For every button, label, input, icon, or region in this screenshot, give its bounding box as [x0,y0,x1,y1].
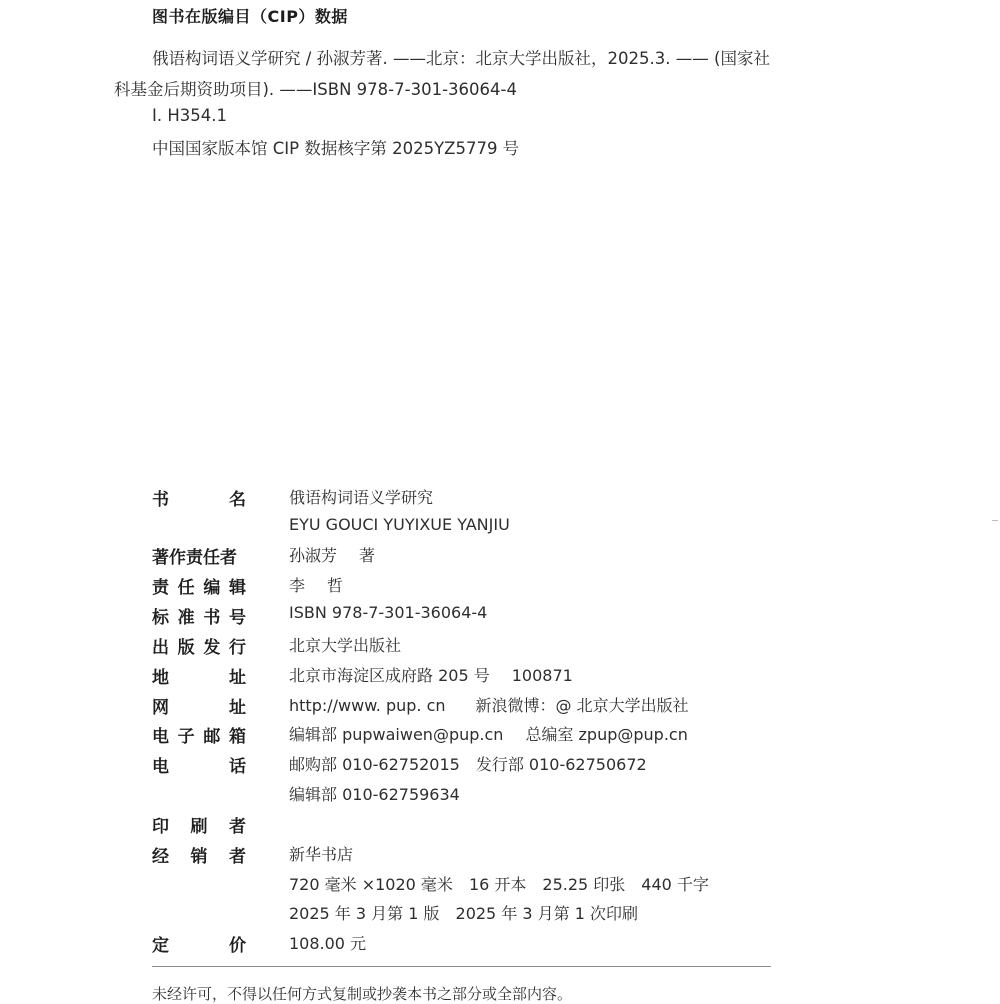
book-title-pinyin: EYU GOUCI YUYIXUE YANJIU [289,515,510,534]
label-printer: 印 刷 者 [152,817,246,837]
row-email [0,722,1000,752]
row-edition [0,901,1000,931]
label-phone: 电 话 [152,757,246,777]
phone-value-1: 邮购部 010-62752015 发行部 010-62750672 [289,755,647,774]
cip-approval-number: 中国国家版本馆 CIP 数据核字第 2025YZ5779 号 [152,139,520,158]
website-url: http://www. pup. cn [289,696,446,715]
author-value [289,543,375,566]
label-price: 定 价 [152,936,246,956]
label-publisher: 出 版 发 行 [152,638,246,658]
edge-mark [992,520,998,521]
row-website [0,693,1000,723]
publisher-value: 北京大学出版社 [289,636,402,655]
row-author [0,543,1000,573]
author-name: 孙淑芳 [289,546,338,565]
row-format [0,872,1000,902]
row-printer [0,812,1000,842]
email-value: 编辑部 pupwaiwen@pup.cn 总编室 zpup@pup.cn [289,725,688,744]
footer-divider [152,966,771,967]
row-isbn [0,603,1000,633]
row-title-en [0,515,1000,545]
row-phone-2 [0,782,1000,812]
copyright-notice: 未经许可，不得以任何方式复制或抄袭本书之部分或全部内容。 [152,985,573,1003]
label-isbn: 标 准 书 号 [152,608,246,628]
word-count: 440 千字 [641,875,709,894]
edition-value: 2025 年 3 月第 1 版 2025 年 3 月第 1 次印刷 [289,904,639,923]
paper-size: 720 毫米 ×1020 毫米 [289,875,453,894]
cip-heading: 图书在版编目（CIP）数据 [152,7,348,26]
row-address [0,663,1000,693]
row-price [0,931,1000,961]
postcode: 100871 [511,666,573,685]
phone-value-2: 编辑部 010-62759634 [289,785,460,804]
label-title: 书 名 [152,490,246,510]
kai-ben: 16 开本 [468,875,527,894]
label-email: 电 子 邮 箱 [152,727,246,747]
website-value [289,693,689,716]
row-phone [0,752,1000,782]
row-publisher [0,633,1000,663]
address-value: 北京市海淀区成府路 205 号 100871 [289,666,573,685]
row-title [0,485,1000,515]
book-title: 俄语构词语义学研究 [289,488,434,507]
print-sheets: 25.25 印张 [542,875,626,894]
row-editor [0,573,1000,603]
label-distributor: 经 销 者 [152,847,246,867]
row-distributor [0,842,1000,872]
label-address: 地 址 [152,668,246,688]
cip-classification: Ⅰ. H354.1 [152,106,227,125]
editor-value: 李 哲 [289,576,344,595]
weibo-handle: 新浪微博：@ 北京大学出版社 [475,696,689,715]
author-role: 著 [359,546,376,565]
cip-line-1: 俄语构词语义学研究 / 孙淑芳著. ——北京：北京大学出版社，2025.3. —— (国家社 [152,49,770,68]
label-author: 著作责任者 [152,548,237,568]
price-value: 108.00 元 [289,934,367,953]
label-website: 网 址 [152,698,246,718]
format-value [289,872,709,895]
cip-line-2: 科基金后期资助项目). ——ISBN 978-7-301-36064-4 [114,80,517,99]
distributor-value: 新华书店 [289,845,354,864]
isbn-value: ISBN 978-7-301-36064-4 [289,603,488,622]
label-editor: 责 任 编 辑 [152,578,246,598]
